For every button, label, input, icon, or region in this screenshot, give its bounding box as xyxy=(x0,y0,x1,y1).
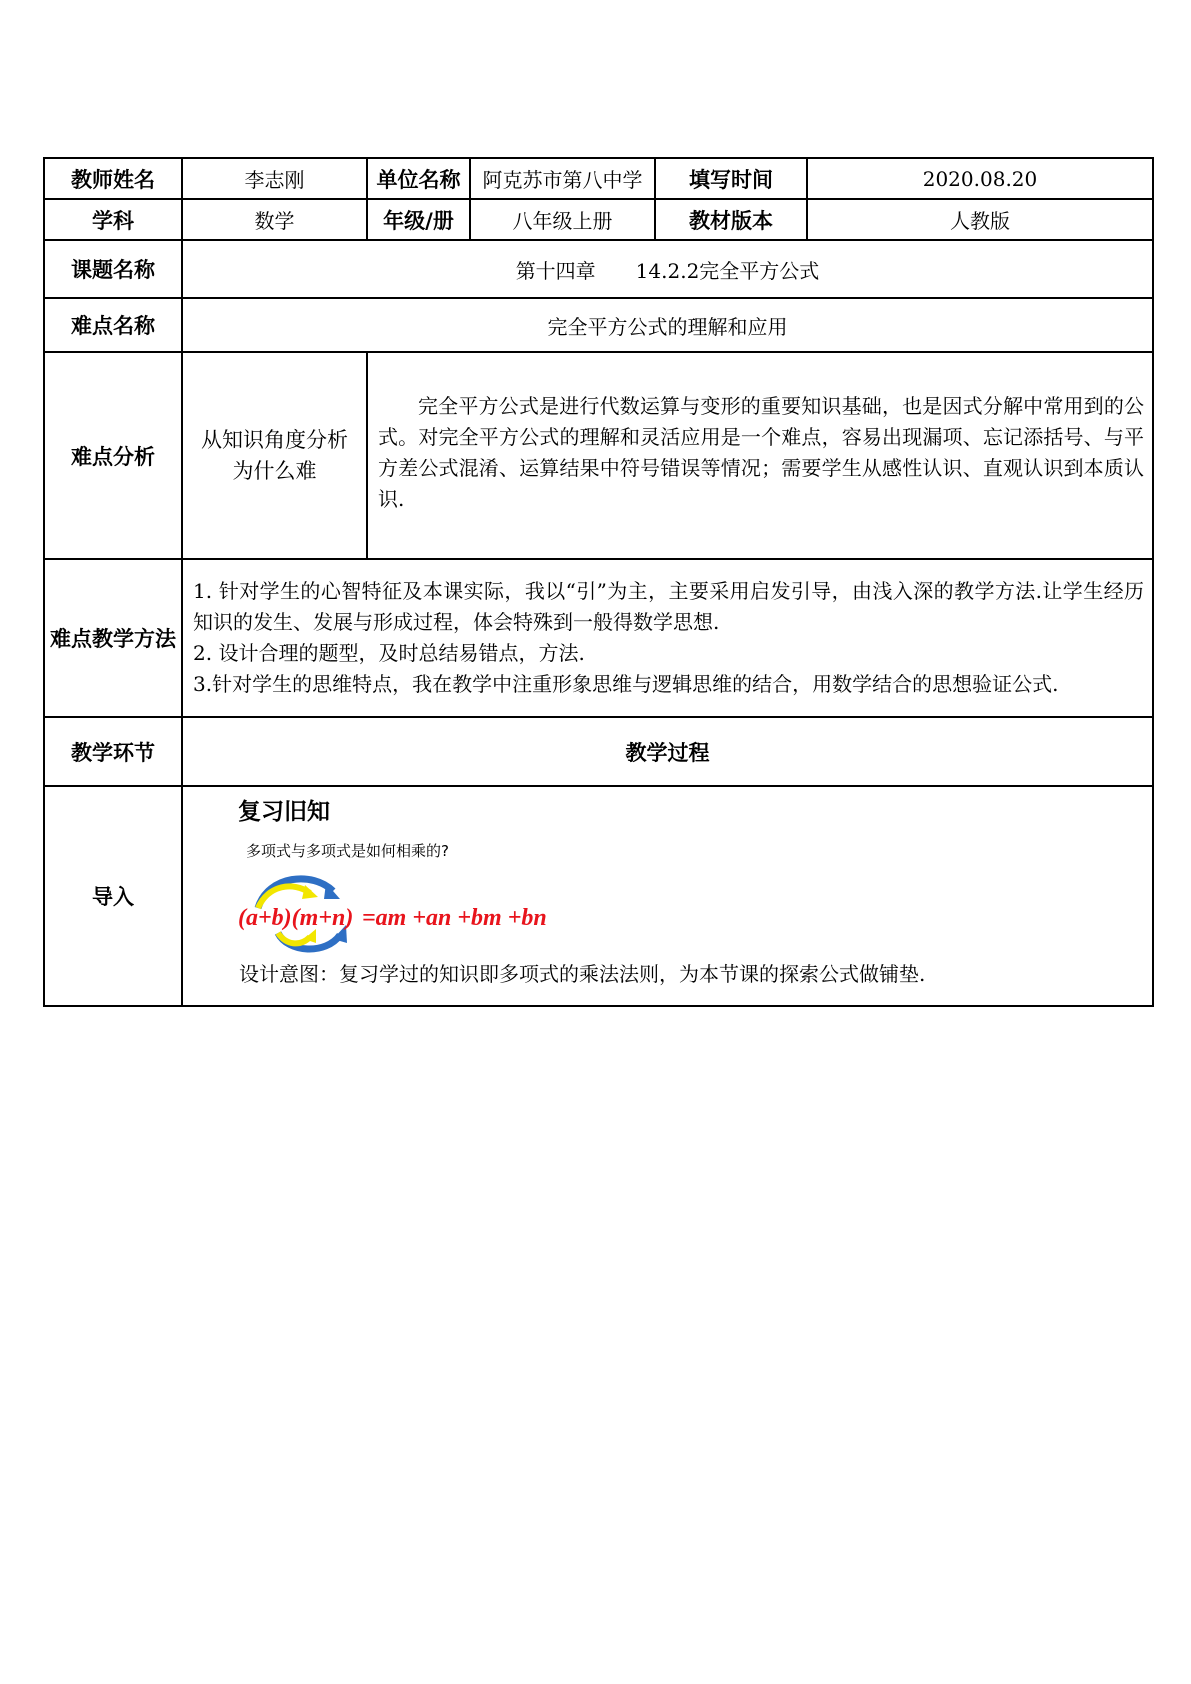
header-row-2 xyxy=(44,199,1153,240)
intro-row xyxy=(44,786,1153,1006)
review-question: 多项式与多项式是如何相乘的? xyxy=(246,842,449,860)
multiplication-formula xyxy=(238,863,558,958)
blue-arrowhead-top-icon xyxy=(324,883,340,899)
intro-label: 导入 xyxy=(44,786,182,1006)
topic-row xyxy=(44,240,1153,298)
topic-value: 第十四章 14.2.2完全平方公式 xyxy=(182,240,1153,298)
formula-right: =am +an +bm +bn xyxy=(362,905,547,931)
analysis-label: 难点分析 xyxy=(44,352,182,559)
methods-row xyxy=(44,559,1153,717)
analysis-text: 完全平方公式是进行代数运算与变形的重要知识基础，也是因式分解中常用到的公式。对完全平方公式的理解和灵活应用是一个难点，容易出现漏项、忘记添括号、与平方差公式混淆、运算结果中符号错误等情况；需要学生从感性认识、直观认识到本质认识. xyxy=(367,352,1153,559)
process-header-row xyxy=(44,717,1153,786)
subject-value: 数学 xyxy=(182,199,367,240)
method-item: 3.针对学生的思维特点，我在教学中注重形象思维与逻辑思维的结合，用数学结合的思想验证公式. xyxy=(193,672,1059,696)
lesson-plan-table xyxy=(43,157,1154,1007)
design-intent: 设计意图：复习学过的知识即多项式的乘法法则，为本节课的探索公式做铺垫. xyxy=(239,962,926,986)
analysis-row xyxy=(44,352,1153,559)
review-title: 复习旧知 xyxy=(238,799,330,825)
difficulty-row xyxy=(44,298,1153,352)
date-label: 填写时间 xyxy=(655,158,807,199)
method-item: 1. 针对学生的心智特征及本课实际，我以“引”为主，主要采用启发引导，由浅入深的教学方法.让学生经历知识的发生、发展与形成过程，体会特殊到一般得数学思想. xyxy=(193,579,1144,634)
grade-label: 年级/册 xyxy=(367,199,470,240)
teacher-value: 李志刚 xyxy=(182,158,367,199)
difficulty-label: 难点名称 xyxy=(44,298,182,352)
date-value: 2020.08.20 xyxy=(807,158,1153,199)
unit-value: 阿克苏市第八中学 xyxy=(470,158,655,199)
method-item: 2. 设计合理的题型，及时总结易错点，方法. xyxy=(193,641,585,665)
header-row-1 xyxy=(44,158,1153,199)
formula-left: (a+b)(m+n) xyxy=(238,905,354,931)
analysis-sub-label: 从知识角度分析为什么难 xyxy=(182,352,367,559)
unit-label: 单位名称 xyxy=(367,158,470,199)
subject-label: 学科 xyxy=(44,199,182,240)
teacher-label: 教师姓名 xyxy=(44,158,182,199)
difficulty-value: 完全平方公式的理解和应用 xyxy=(182,298,1153,352)
edition-label: 教材版本 xyxy=(655,199,807,240)
intro-content xyxy=(182,786,1153,1006)
formula-figure xyxy=(238,863,558,958)
process-stage-label: 教学环节 xyxy=(44,717,182,786)
edition-value: 人教版 xyxy=(807,199,1153,240)
topic-label: 课题名称 xyxy=(44,240,182,298)
process-label: 教学过程 xyxy=(182,717,1153,786)
methods-cell xyxy=(182,559,1153,717)
methods-label: 难点教学方法 xyxy=(44,559,182,717)
grade-value: 八年级上册 xyxy=(470,199,655,240)
